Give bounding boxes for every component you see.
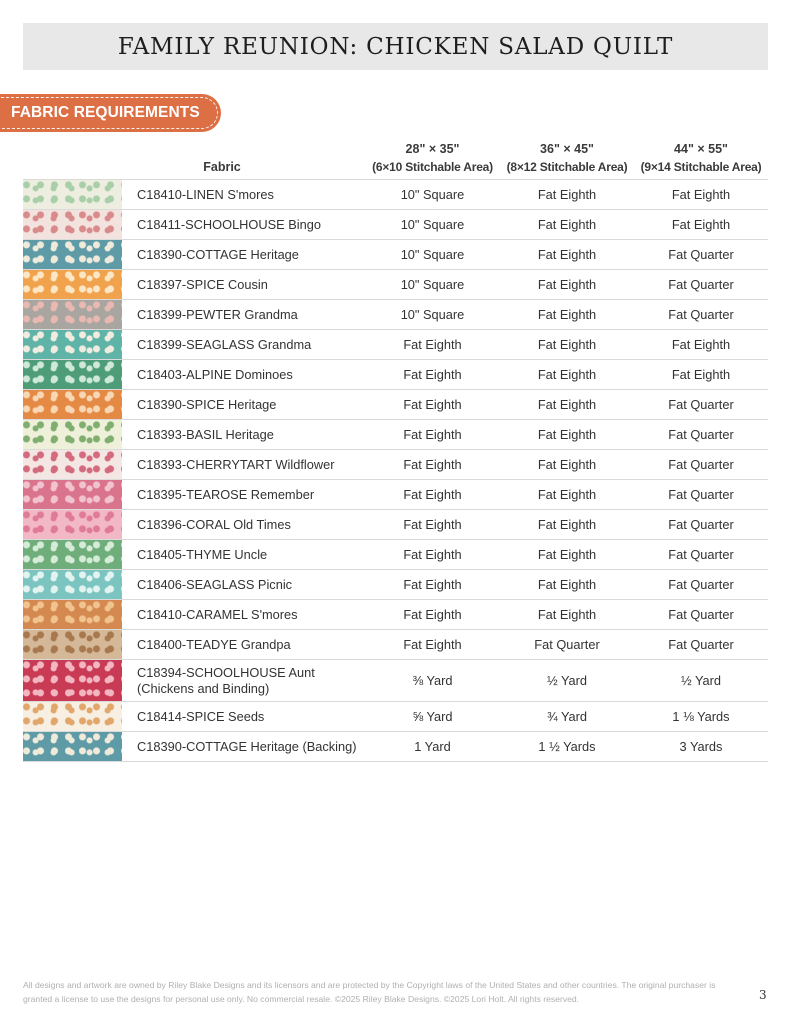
quantity-cell: Fat Eighth [403, 487, 462, 502]
quantity-cell: 10" Square [400, 247, 465, 262]
table-row [23, 179, 768, 210]
quantity-cell: Fat Eighth [403, 397, 462, 412]
quantity-cell: Fat Quarter [668, 637, 734, 652]
fabric-swatch [23, 660, 122, 701]
quantity-cell: 10" Square [400, 187, 465, 202]
fabric-name [137, 270, 367, 299]
fabric-swatch [23, 360, 122, 389]
quantity-cell: 10" Square [400, 277, 465, 292]
quantity-cell: Fat Eighth [403, 427, 462, 442]
fabric-name-line: C18397-SPICE Cousin [137, 276, 268, 292]
quantity-cell: ⅝ Yard [412, 709, 453, 724]
quantity-cell: Fat Quarter [668, 547, 734, 562]
quantity-cell: Fat Quarter [668, 487, 734, 502]
fabric-swatch [23, 270, 122, 299]
fabric-name [137, 480, 367, 509]
table-row [23, 330, 768, 360]
table-row [23, 510, 768, 540]
fabric-name [137, 630, 367, 659]
fabric-name [137, 330, 367, 359]
fabric-name [137, 540, 367, 569]
quantity-cell: Fat Eighth [671, 217, 731, 232]
quantity-cell: Fat Eighth [403, 577, 462, 592]
quantity-cell: Fat Quarter [534, 637, 600, 652]
fabric-name-line: C18394-SCHOOLHOUSE Aunt [137, 664, 315, 680]
quantity-cell: Fat Eighth [537, 337, 597, 352]
quantity-cell: Fat Eighth [537, 397, 597, 412]
quantity-cell: Fat Eighth [537, 577, 597, 592]
page-number: 3 [759, 988, 767, 1002]
fabric-name-line: C18396-CORAL Old Times [137, 516, 291, 532]
fabric-name-line: C18410-LINEN S'mores [137, 186, 274, 202]
quantity-cell: Fat Eighth [537, 277, 597, 292]
fabric-name-line: C18405-THYME Uncle [137, 546, 268, 562]
title-bar [23, 23, 768, 70]
fabric-swatch [23, 450, 122, 479]
size-header-3 [635, 140, 767, 176]
size-header-1-size: 28" × 35" [405, 142, 460, 156]
table-row [23, 540, 768, 570]
fabric-swatch [23, 420, 122, 449]
fabric-name [137, 600, 367, 629]
fabric-name [137, 702, 367, 731]
fabric-swatch [23, 600, 122, 629]
fabric-name-line: C18403-ALPINE Dominoes [137, 366, 293, 382]
fabric-swatch [23, 210, 122, 239]
table-row [23, 360, 768, 390]
fabric-name-note: (Chickens and Binding) [137, 680, 270, 696]
quantity-cell: 1 Yard [414, 739, 451, 754]
quantity-cell: Fat Eighth [403, 637, 462, 652]
fabric-name [137, 732, 367, 761]
table-row [23, 480, 768, 510]
size-header-3-area: (9×14 Stitchable Area) [640, 160, 762, 174]
table-row [23, 702, 768, 732]
table-row [23, 210, 768, 240]
fabric-name [137, 210, 367, 239]
quantity-cell: Fat Eighth [671, 187, 731, 202]
fabric-name-line: C18414-SPICE Seeds [137, 708, 265, 724]
table-row [23, 420, 768, 450]
fabric-swatch [23, 510, 122, 539]
fabric-swatch [23, 180, 122, 209]
quantity-cell: Fat Quarter [668, 397, 734, 412]
fabric-name [137, 510, 367, 539]
quantity-cell: Fat Eighth [537, 517, 597, 532]
fabric-table [23, 179, 768, 762]
quantity-cell: Fat Quarter [668, 577, 734, 592]
fabric-swatch [23, 540, 122, 569]
quantity-cell: ¾ Yard [546, 709, 588, 724]
fabric-column-header: Fabric [203, 160, 241, 174]
quantity-cell: Fat Eighth [403, 337, 462, 352]
quantity-cell: Fat Eighth [537, 247, 597, 262]
table-row [23, 450, 768, 480]
fabric-swatch [23, 330, 122, 359]
quantity-cell: Fat Eighth [403, 457, 462, 472]
quantity-cell: Fat Eighth [537, 217, 597, 232]
fabric-name-line: C18399-PEWTER Grandma [137, 306, 298, 322]
fabric-name-line: C18395-TEAROSE Remember [137, 486, 315, 502]
fabric-name [137, 300, 367, 329]
fabric-name-line: C18393-BASIL Heritage [137, 426, 274, 442]
quantity-cell: Fat Eighth [537, 457, 597, 472]
quantity-cell: Fat Eighth [537, 547, 597, 562]
size-header-2 [501, 140, 633, 176]
fabric-name-line: C18390-SPICE Heritage [137, 396, 277, 412]
table-row [23, 570, 768, 600]
table-row [23, 240, 768, 270]
quantity-cell: Fat Eighth [671, 367, 731, 382]
fabric-name [137, 450, 367, 479]
fabric-swatch [23, 390, 122, 419]
fabric-swatch [23, 570, 122, 599]
fabric-swatch [23, 630, 122, 659]
fabric-name-line: C18390-COTTAGE Heritage (Backing) [137, 738, 357, 754]
copyright-footer: All designs and artwork are owned by Riley Blake Designs and its licensors and are protected by the Copyright laws of the United States and other countries. The original purchaser is granted a license to use the designs for personal use only. No commercial resale. ©2025 Riley Blake Designs. ©2025 Lori Holt. All rights reserved. [23, 980, 716, 1004]
quantity-cell: 1 ⅛ Yards [672, 709, 730, 724]
table-row [23, 300, 768, 330]
quantity-cell: Fat Eighth [403, 547, 462, 562]
section-label: FABRIC REQUIREMENTS [11, 104, 200, 121]
size-header-1 [368, 140, 497, 176]
quantity-cell: Fat Quarter [668, 247, 734, 262]
quantity-cell: Fat Quarter [668, 517, 734, 532]
quantity-cell: Fat Eighth [537, 307, 597, 322]
fabric-name-line: C18411-SCHOOLHOUSE Bingo [137, 216, 321, 232]
quantity-cell: ½ Yard [680, 673, 722, 688]
table-row [23, 732, 768, 762]
quantity-cell: Fat Quarter [668, 607, 734, 622]
quantity-cell: Fat Eighth [537, 427, 597, 442]
quantity-cell: 10" Square [400, 307, 465, 322]
quantity-cell: Fat Eighth [403, 517, 462, 532]
quantity-cell: Fat Eighth [537, 487, 597, 502]
quantity-cell: Fat Quarter [668, 457, 734, 472]
size-header-1-area: (6×10 Stitchable Area) [372, 160, 493, 174]
size-header-2-area: (8×12 Stitchable Area) [506, 160, 628, 174]
quantity-cell: Fat Eighth [537, 187, 597, 202]
quantity-cell: Fat Quarter [668, 277, 734, 292]
fabric-name-line: C18399-SEAGLASS Grandma [137, 336, 312, 352]
size-header-2-size: 36" × 45" [540, 142, 594, 156]
fabric-name [137, 660, 367, 701]
quantity-cell: ⅜ Yard [412, 673, 453, 688]
fabric-swatch [23, 240, 122, 269]
quantity-cell: 1 ½ Yards [538, 739, 596, 754]
section-tag [0, 94, 221, 132]
table-row [23, 660, 768, 702]
quantity-cell: Fat Eighth [537, 367, 597, 382]
fabric-swatch [23, 732, 122, 761]
fabric-name-line: C18393-CHERRYTART Wildflower [137, 456, 335, 472]
table-row [23, 600, 768, 630]
size-header-3-size: 44" × 55" [674, 142, 728, 156]
page-title: FAMILY REUNION: CHICKEN SALAD QUILT [117, 33, 674, 60]
table-row [23, 390, 768, 420]
quantity-cell: Fat Quarter [668, 307, 734, 322]
fabric-name [137, 360, 367, 389]
fabric-name-line: C18390-COTTAGE Heritage [137, 246, 299, 262]
fabric-name [137, 420, 367, 449]
quantity-cell: ½ Yard [546, 673, 588, 688]
fabric-name [137, 570, 367, 599]
table-row [23, 270, 768, 300]
quantity-cell: Fat Eighth [403, 367, 462, 382]
quantity-cell: Fat Eighth [403, 607, 462, 622]
fabric-swatch [23, 300, 122, 329]
fabric-name [137, 180, 367, 209]
quantity-cell: 3 Yards [679, 739, 723, 754]
quantity-cell: 10" Square [400, 217, 465, 232]
table-row [23, 630, 768, 660]
fabric-name-line: C18400-TEADYE Grandpa [137, 636, 291, 652]
fabric-name-line: C18410-CARAMEL S'mores [137, 606, 298, 622]
quantity-cell: Fat Eighth [537, 607, 597, 622]
fabric-name [137, 390, 367, 419]
fabric-name-line: C18406-SEAGLASS Picnic [137, 576, 293, 592]
quantity-cell: Fat Eighth [671, 337, 731, 352]
fabric-swatch [23, 480, 122, 509]
fabric-name [137, 240, 367, 269]
fabric-swatch [23, 702, 122, 731]
quantity-cell: Fat Quarter [668, 427, 734, 442]
